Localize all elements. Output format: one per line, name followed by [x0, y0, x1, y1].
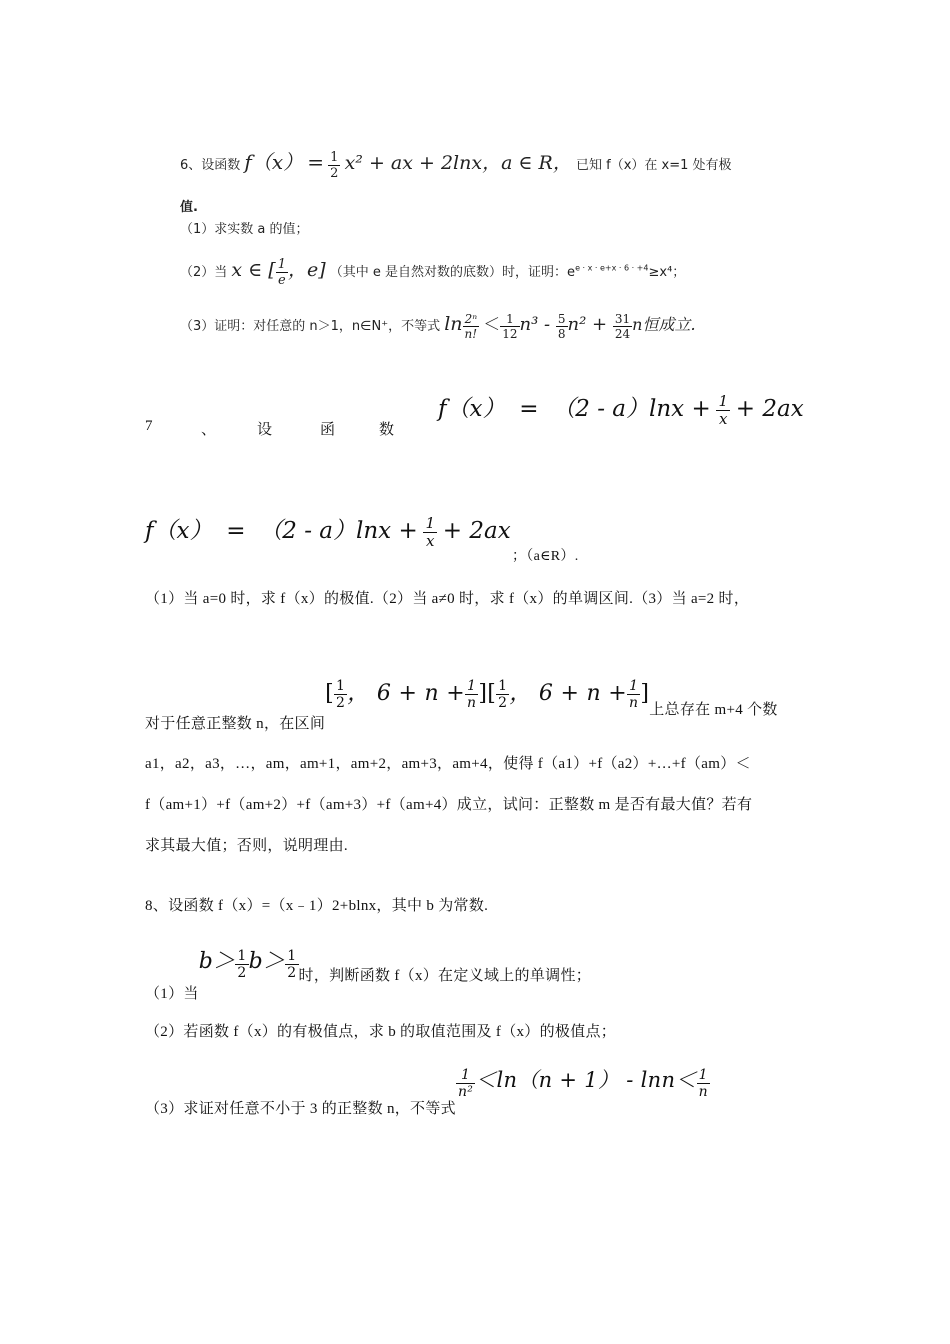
q8-p1-d: 时，判断函数 f（x）在定义域上的单调性； — [298, 968, 592, 984]
q7-interval-den2: n — [466, 694, 477, 711]
q6-fraction — [328, 151, 340, 180]
q8-p3-den2: n — [698, 1084, 708, 1101]
q7-interval-num2: 1 — [465, 679, 478, 695]
q7-interval2-open: [ — [487, 681, 497, 706]
q7-formula-top — [438, 390, 804, 427]
q7-interval-den: 2 — [336, 694, 346, 711]
q7-interval2-num2: 1 — [627, 679, 640, 695]
q7-line1: （1）当 a=0 时，求 f（x）的极值.（2）当 a≠0 时，求 f（x）的单调区间.（3）当 a=2 时， — [145, 591, 750, 607]
q6-part2-c: ≥x⁴； — [648, 265, 686, 280]
q6-part2-close: ，e] — [287, 259, 326, 281]
q8-part2: （2）若函数 f（x）的有极值点，求 b 的取值范围及 f（x）的极值点； — [145, 1024, 617, 1040]
q6-part3-frac4 — [613, 313, 632, 340]
q7-interval2-den2: n — [629, 694, 639, 711]
q8-part3 — [145, 1064, 710, 1117]
q6-part3-d3: 8 — [557, 327, 566, 341]
q7-interval2-mid: ， 6 + n + — [509, 681, 628, 706]
q7-interval-2 — [487, 677, 650, 711]
q8-p3-frac — [456, 1068, 475, 1099]
q6-part3-a: （3）证明：对任意的 n＞1，n∈N⁺，不等式 — [180, 319, 441, 334]
q7-head-char: 7 — [145, 418, 153, 434]
q7-formula2-num: 1 — [425, 514, 436, 533]
q6-part3-n2: 1 — [500, 313, 519, 327]
q8-p1-den: 2 — [237, 965, 247, 982]
q7-formula2-body: （2 - a）lnx + — [259, 518, 418, 544]
q7-line2-b: 上总存在 m+4 个数 — [649, 702, 778, 718]
q7-head-char: 函 — [320, 422, 336, 438]
q6-frac-den: 2 — [330, 166, 339, 181]
q6-part2-b: （其中 e 是自然对数的底数）时，证明：e — [329, 265, 576, 280]
q7-line2 — [145, 676, 778, 732]
q7-formula-eq: = — [519, 396, 539, 422]
q7-line2-a: 对于任意正整数 n，在区间 — [145, 716, 326, 732]
q6-part2-frac — [276, 258, 288, 287]
q6-line2: 值. — [180, 200, 198, 215]
q7-head-char: 数 — [379, 422, 395, 438]
q6-part3-n1: 2ⁿ — [463, 313, 480, 327]
q8-p1-b: b＞ — [198, 949, 236, 974]
q8-p1-num2: 1 — [287, 948, 297, 965]
q7-head-char: 设 — [257, 422, 273, 438]
q7-interval-frac — [334, 679, 347, 710]
q6-part3-ln: ln — [444, 313, 463, 335]
q7-line4: f（am+1）+f（am+2）+f（am+3）+f（am+4）成立，试问：正整数 m 是否有最大值？若有 — [145, 797, 753, 813]
q7-head-char: 、 — [201, 422, 217, 438]
q7-interval-1 — [325, 677, 488, 711]
q7-interval2-num: 1 — [498, 677, 508, 694]
q6-part3-d2: 12 — [502, 327, 518, 341]
q6-part3-d4: 24 — [614, 327, 631, 341]
q6-part3-n4: 31 — [614, 312, 631, 326]
q7-interval2-frac2 — [627, 679, 640, 710]
q6-part2 — [180, 255, 685, 287]
q7-interval-open: [ — [325, 681, 335, 706]
q8-p3-num2: 1 — [697, 1068, 710, 1084]
q6-part3-frac3 — [556, 313, 568, 340]
q8-p1-den2: 2 — [287, 965, 297, 982]
q6-part2-den: e — [277, 273, 286, 288]
q8-p1-frac — [235, 949, 248, 980]
q7-formula2-frac — [423, 516, 437, 549]
q7-interval2-frac — [496, 679, 509, 710]
q6-part3-m2: n² + — [567, 314, 613, 335]
q7-formula-den: x — [719, 410, 728, 429]
q8-p3-a: （3）求证对任意不小于 3 的正整数 n，不等式 — [145, 1101, 456, 1117]
q6-part2-sup: e · x · e+x · 6 · +4 — [575, 263, 649, 273]
q6-part3 — [180, 310, 696, 340]
q8-p1-num: 1 — [237, 948, 247, 965]
q6-frac-num: 1 — [330, 150, 339, 165]
q7-formula2-den: x — [426, 532, 435, 551]
q7-formula2-fx: f（x） — [145, 518, 213, 544]
q6-part2-a: （2）当 — [180, 265, 228, 280]
q7-formula2-eq: = — [226, 518, 246, 544]
q6-line1 — [180, 146, 732, 180]
q8-p3-den: n² — [457, 1084, 474, 1101]
q7-interval-frac2 — [465, 679, 478, 710]
q7-formula-body: （2 - a）lnx + — [552, 396, 711, 422]
q8-p1-c: b＞ — [248, 949, 286, 974]
q8-p1-a: （1）当 — [145, 986, 199, 1002]
q7-interval-close: ] — [478, 681, 488, 706]
q7-line5: 求其最大值；否则，说明理由. — [145, 838, 348, 854]
q7-interval2-den: 2 — [498, 694, 508, 711]
q6-part3-lt: ＜ — [483, 315, 501, 335]
q6-part3-d1: n! — [464, 327, 478, 341]
q6-part3-frac2 — [500, 313, 519, 340]
q7-formula-fx: f（x） — [438, 396, 506, 422]
q6-rest: x² + ax + 2lnx，a ∈ R， — [344, 152, 572, 174]
q7-after-formula: ；（a∈R）. — [512, 549, 579, 564]
q6-part3-end: n恒成立. — [632, 315, 696, 334]
q6-fx: f（x） — [244, 150, 304, 174]
q7-interval2-close: ] — [640, 681, 650, 706]
q6-part1: （1）求实数 a 的值； — [180, 222, 309, 237]
q7-formula-main — [145, 512, 511, 549]
q7-formula-frac — [716, 394, 730, 427]
q8-head: 8、设函数 f（x）=（x﹣1）2+blnx，其中 b 为常数. — [145, 898, 489, 914]
q6-part3-n3: 5 — [557, 312, 566, 326]
q7-formula-tail: + 2ax — [735, 396, 804, 422]
q7-formula2-tail: + 2ax — [442, 518, 511, 544]
q6-part2-x: x ∈ [ — [231, 259, 276, 281]
q7-interval-mid: ， 6 + n + — [347, 681, 465, 706]
q6-tail: 已知 f（x）在 x=1 处有极 — [576, 158, 732, 173]
q6-prefix: 6、设函数 — [180, 158, 241, 173]
q6-part2-num: 1 — [277, 257, 286, 272]
q6-part3-frac1 — [463, 313, 480, 340]
q7-line3: a1，a2，a3，…，am，am+1，am+2，am+3，am+4，使得 f（a1）+f（a2）+…+f（am）＜ — [145, 756, 751, 772]
q6-eq: = — [307, 150, 325, 174]
q8-part1 — [145, 944, 592, 1002]
q8-p3-mid: ＜ln（n + 1） - lnn＜ — [475, 1068, 697, 1092]
q8-p3-num: 1 — [456, 1068, 475, 1084]
q7-formula-num: 1 — [718, 392, 729, 411]
q7-interval-num: 1 — [336, 677, 346, 694]
q8-p3-frac2 — [697, 1068, 710, 1099]
q6-part3-m1: n³ - — [519, 314, 556, 335]
q8-p1-frac2 — [285, 949, 298, 980]
